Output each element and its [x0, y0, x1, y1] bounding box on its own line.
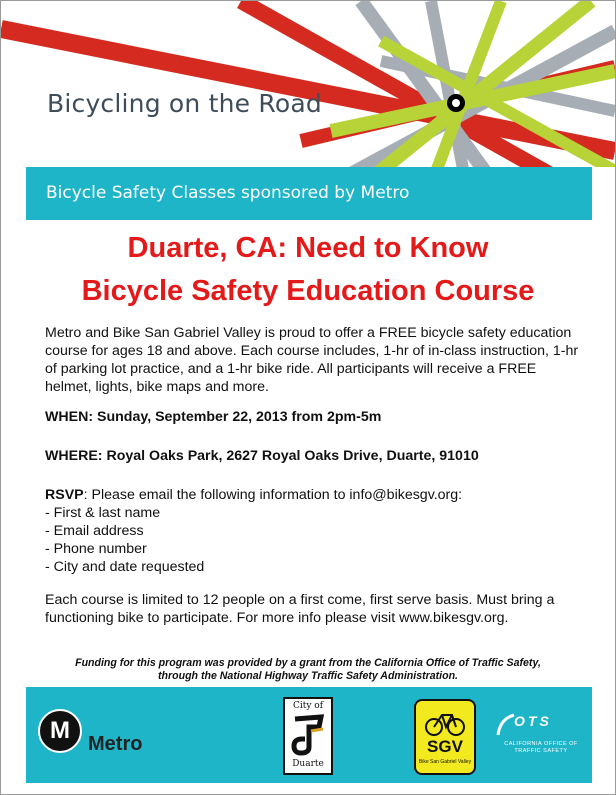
sgv-wordmark: SGV — [427, 737, 463, 756]
bike-sgv-logo — [414, 699, 476, 775]
rsvp-item: - Phone number — [45, 541, 147, 557]
sgv-subtitle: Bike San Gabriel Valley — [418, 759, 472, 765]
ots-subtitle: CALIFORNIA OFFICE OF TRAFFIC SAFETY — [504, 741, 578, 754]
rsvp-line — [45, 486, 585, 504]
metro-m-icon: M — [38, 709, 82, 753]
hub-inner — [452, 99, 460, 107]
rsvp-list — [45, 504, 585, 576]
ots-swoosh-icon — [496, 713, 516, 737]
rsvp-item: - Email address — [45, 523, 144, 539]
intro-paragraph: Metro and Bike San Gabriel Valley is proud to offer a FREE bicycle safety education course for ages 18 and above. Each course includes, 1-hr of in-class instruction, 1-hr of parking lot practice, and a 1-hr bike ride. All participants will receive a FREE helmet, lights, bike maps and more. — [45, 325, 579, 395]
duarte-emblem-icon — [291, 713, 325, 757]
sponsor-footer — [26, 687, 592, 783]
closing-paragraph: Each course is limited to 12 people on a first come, first serve basis. Must bring a functioning bike to participate. For more info please visit www.bikesgv.org. — [45, 592, 555, 626]
city-logo-top: City of — [292, 701, 324, 711]
funding-line-1: Funding for this program was provided by a grant from the California Office of Traffic Safety, — [75, 657, 541, 669]
sponsor-banner — [26, 167, 592, 220]
where-line: WHERE: Royal Oaks Park, 2627 Royal Oaks Drive, Duarte, 91010 — [45, 448, 479, 464]
metro-wordmark: Metro — [88, 733, 143, 755]
rsvp-item: - City and date requested — [45, 559, 205, 575]
headline-line-2: Bicycle Safety Education Course — [81, 275, 535, 307]
rsvp-label: RSVP — [45, 487, 84, 503]
bicycle-icon — [424, 709, 466, 737]
ots-wordmark: OTS — [514, 713, 552, 729]
page-title: Bicycling on the Road — [47, 89, 322, 118]
rsvp-text: : Please email the following information to info@bikesgv.org: — [83, 487, 463, 503]
city-logo-bottom: Duarte — [292, 759, 324, 769]
rsvp-section — [45, 486, 585, 576]
funding-line-2: through the National Highway Traffic Safety Administration. — [158, 670, 458, 682]
headline-line-1: Duarte, CA: Need to Know — [127, 232, 489, 264]
funding-note — [1, 657, 615, 683]
when-line: WHEN: Sunday, September 22, 2013 from 2pm-5m — [45, 409, 382, 425]
rsvp-item: - First & last name — [45, 505, 161, 521]
bicycle-spokes-graphic — [1, 1, 615, 167]
banner-text: Bicycle Safety Classes sponsored by Metro — [46, 183, 410, 203]
city-of-duarte-logo — [283, 697, 333, 775]
